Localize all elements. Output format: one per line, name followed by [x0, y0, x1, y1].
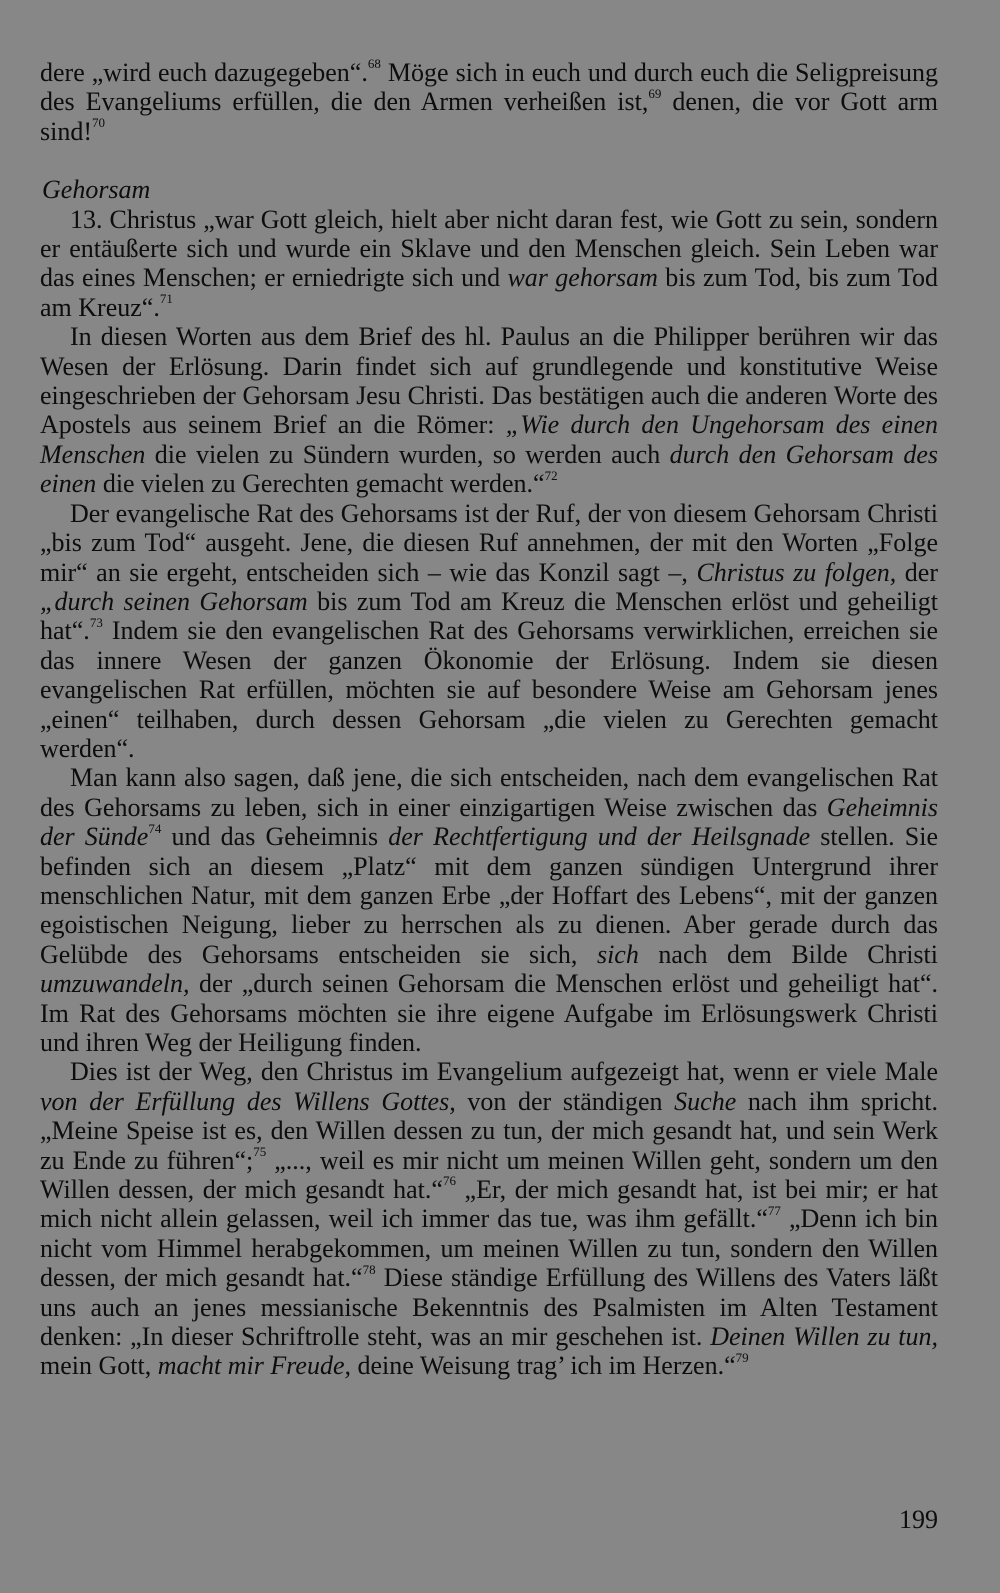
footnote-ref: 77 [767, 1202, 781, 1218]
emphasis-text: Geheimnis der Sünde [40, 792, 938, 852]
footnote-ref: 74 [148, 820, 162, 836]
paragraph: Man kann also sagen, daß jene, die sich entscheiden, nach dem evangelischen Rat des Gehorsams zu leben, sich in einer einzigartigen Weise zwischen das Geheimnis der Sünde$^{74}$ und das Geheimnis der Rechtfertigung und der Heilsgnade stellen. Sie befinden sich an diesem „Platz“ mit dem ganzen sündigen Untergrund ihrer menschlichen Natur, mit dem ganzen Erbe „der Hoffart des Lebens“, mit der ganzen egoistischen Neigung, lieber zu herrschen als zu dienen. Aber gerade durch das Gelübde des Gehorsams entscheiden sie sich, sich nach dem Bilde Christi umzuwandeln, der „durch seinen Gehorsam die Menschen erlöst und geheiligt hat“. Im Rat des Gehorsams möchten sie ihre eigene Aufgabe im Erlösungswerk Christi und ihren Weg der Heiligung finden. [40, 763, 939, 1057]
footnote-ref: 75 [253, 1143, 267, 1159]
footnote-ref: 68 [367, 56, 381, 72]
emphasis-text: „durch seinen Gehorsam [40, 586, 308, 616]
footnote-ref: 69 [648, 85, 662, 101]
emphasis-text: macht mir Freude, [157, 1351, 351, 1381]
footnote-ref: 79 [735, 1349, 749, 1365]
paragraph: In diesen Worten aus dem Brief des hl. Paulus an die Philipper berühren wir das Wesen der Erlösung. Darin findet sich auf grundlegende und konstitutive Weise eingeschrieben der Gehorsam Jesu Christi. Das bestätigen auch die anderen Worte des Apostels aus seinem Brief an die Römer: „Wie durch den Ungehorsam des einen Menschen die vielen zu Sündern wurden, so werden auch durch den Gehorsam des einen die vielen zu Gerechten gemacht werden.“$^{72}$ [40, 322, 938, 499]
footnote-ref: 71 [159, 291, 173, 307]
emphasis-text: umzuwandeln, [40, 969, 190, 999]
paragraph: Der evangelische Rat des Gehorsams ist der Ruf, der von diesem Gehorsam Christi „bis zum Tod“ ausgeht. Jene, die diesen Ruf annehmen, der mit den Worten „Folge mir“ an sie ergeht, entscheiden sich – wie das Konzil sagt –, Christus zu folgen, der „durch seinen Gehorsam bis zum Tod am Kreuz die Menschen erlöst und geheiligt hat“.$^{73}$ Indem sie den evangelischen Rat des Gehorsams verwirklichen, erreichen sie das innere Wesen der ganzen Ökonomie der Erlösung. Indem sie diesen evangelischen Rat erfüllen, möchten sie auf besondere Weise am Gehorsam jenes „einen“ teilhaben, durch dessen Gehorsam „die vielen zu Gerechten gemacht werden“. [40, 498, 939, 763]
emphasis-text: „Wie durch den Ungehorsam des einen Menschen [40, 410, 938, 469]
emphasis-text: war gehorsam [507, 263, 658, 293]
footnote-ref: 70 [92, 115, 105, 131]
emphasis-text: der Rechtfertigung und der Heilsgnade [388, 822, 811, 852]
footnote-ref: 76 [442, 1173, 456, 1189]
emphasis-text: durch den Gehorsam des einen [40, 439, 938, 499]
page-number: 199 [899, 1505, 938, 1534]
body-text [40, 58, 938, 1381]
emphasis-text: von der Erfüllung des Willens Gottes, [40, 1086, 456, 1116]
section-heading: Gehorsam [42, 175, 151, 205]
emphasis-text: sich [596, 939, 639, 969]
footnote-ref: 73 [89, 614, 103, 630]
footnote-ref: 78 [362, 1261, 376, 1277]
continuation-paragraph: dere „wird euch dazugegeben“.$^{68}$ Möge sich in euch und durch euch die Seligpreisung des Evangeliums erfüllen, die den Armen verheißen ist,$^{69}$ denen, die vor Gott arm sind!$^{70}$ [40, 56, 939, 146]
paragraph-13: 13. Christus „war Gott gleich, hielt aber nicht daran fest, wie Gott zu sein, sondern er entäußerte sich und wurde ein Sklave und den Menschen gleich. Sein Leben war das eines Menschen; er erniedrigte sich und war gehorsam bis zum Tod, bis zum Tod am Kreuz“.$^{71}$ [40, 204, 939, 322]
emphasis-text: Deinen Willen zu tun, [710, 1322, 938, 1352]
emphasis-text: Suche [674, 1086, 737, 1116]
footnote-ref: 72 [544, 467, 558, 483]
emphasis-text: Christus zu folgen, [696, 557, 897, 587]
paragraph: Dies ist der Weg, den Christus im Evangelium aufgezeigt hat, wenn er viele Male von der Erfüllung des Willens Gottes, von der ständigen Suche nach ihm spricht. „Meine Speise ist es, den Willen dessen zu tun, der mich gesandt hat, und sein Werk zu Ende zu führen“;$^{75}$ „..., weil es mir nicht um meinen Willen geht, sondern um den Willen dessen, der mich gesandt hat.“$^{76}$ „Er, der mich gesandt hat, ist bei mir; er hat mich nicht allein gelassen, weil ich immer das tue, was ihm gefällt.“$^{77}$ „Denn ich bin nicht vom Himmel herabgekommen, um meinen Willen zu tun, sondern den Willen dessen, der mich gesandt hat.“$^{78}$ Diese ständige Erfüllung des Willens des Vaters läßt uns auch an jenes messianische Bekenntnis des Psalmisten im Alten Testament denken: „In dieser Schriftrolle steht, was an mir geschehen ist. Deinen Willen zu tun, mein Gott, macht mir Freude, deine Weisung trag’ ich im Herzen.“$^{79}$ [40, 1057, 939, 1381]
